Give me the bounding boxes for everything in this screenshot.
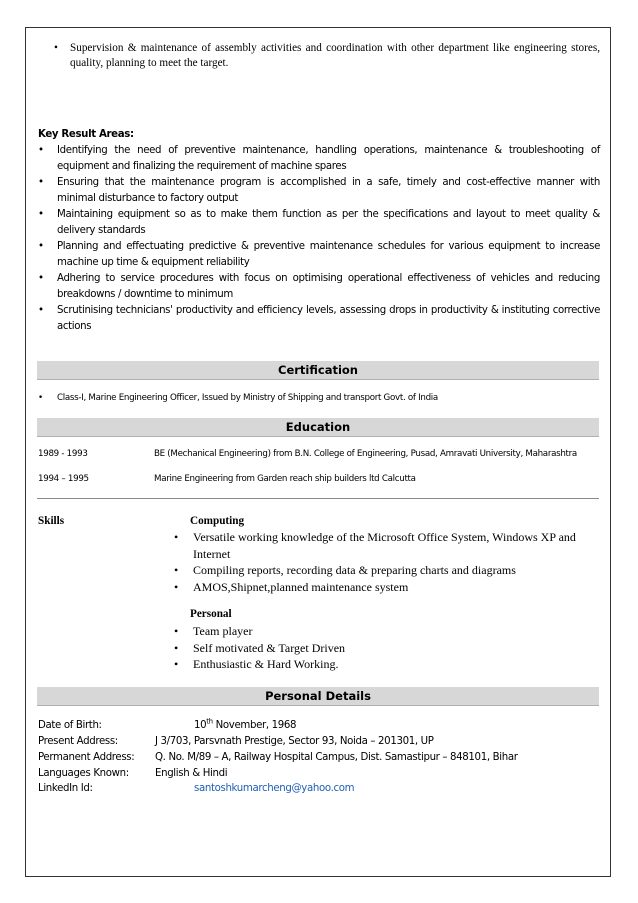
languages-label: Languages Known:: [38, 768, 129, 779]
permanent-address-value: Q. No. M/89 – A, Railway Hospital Campus, Dist. Samastipur – 848101, Bihar: [155, 752, 518, 763]
linkedin-label: LinkedIn Id:: [38, 783, 93, 794]
personal-item: • Enthusiastic & Hard Working.: [174, 657, 339, 671]
education-detail-2: Marine Engineering from Garden reach ship builders ltd Calcutta: [154, 474, 416, 484]
linkedin-link[interactable]: santoshkumarcheng@yahoo.com: [194, 783, 355, 794]
education-years-1: 1989 - 1993: [38, 449, 88, 459]
kra-item: • Identifying the need of preventive maintenance, handling operations, maintenance & troubleshooting of equipment and finalizing the requirement of machine spares: [38, 145, 600, 172]
personal-details-header: Personal Details: [37, 687, 599, 706]
bullet-icon: •: [174, 530, 179, 544]
supervision-bullet: • Supervision & maintenance of assembly activities and coordination with other department like engineering stores, quality, planning to meet the target.: [54, 42, 600, 69]
bullet-icon: •: [174, 624, 179, 638]
dob-label: Date of Birth:: [38, 720, 102, 731]
bullet-icon: •: [38, 145, 44, 156]
computing-heading: Computing: [190, 515, 245, 527]
skills-label: Skills: [38, 515, 65, 527]
bullet-icon: •: [38, 305, 44, 316]
bullet-icon: •: [38, 273, 44, 284]
bullet-icon: •: [174, 640, 179, 655]
bullet-icon: •: [174, 657, 179, 671]
computing-item: • Versatile working knowledge of the Microsoft Office System, Windows XP and Internet: [174, 530, 576, 561]
computing-list: [174, 529, 602, 595]
education-detail-1: BE (Mechanical Engineering) from B.N. College of Engineering, Pusad, Amravati University, Maharashtra: [154, 449, 577, 459]
computing-item: • AMOS,Shipnet,planned maintenance system: [174, 579, 409, 594]
bullet-icon: •: [38, 393, 43, 403]
personal-item: • Self motivated & Target Driven: [174, 640, 346, 655]
present-address-value: J 3/703, Parsvnath Prestige, Sector 93, Noida – 201301, UP: [155, 736, 434, 747]
bullet-icon: •: [38, 177, 44, 188]
kra-heading: Key Result Areas:: [38, 129, 134, 140]
personal-list: [174, 623, 602, 673]
kra-item: • Maintaining equipment so as to make them function as per the specifications and layout to meet quality & delivery standards: [38, 209, 600, 236]
education-divider: [37, 498, 599, 499]
certification-item: • Class-I, Marine Engineering Officer, Issued by Ministry of Shipping and transport Govt. of India: [38, 393, 438, 403]
bullet-icon: •: [54, 42, 58, 54]
kra-item: • Ensuring that the maintenance program is accomplished in a safe, timely and cost-effective manner with minimal disturbance to factory output: [38, 177, 600, 204]
kra-list: [38, 143, 600, 335]
present-address-label: Present Address:: [38, 736, 118, 747]
education-years-2: 1994 – 1995: [38, 474, 89, 484]
kra-item: • Adhering to service procedures with focus on optimising operational effectiveness of vehicles and reducing breakdowns / downtime to minimum: [38, 273, 600, 300]
education-header: Education: [37, 418, 599, 437]
certification-header: Certification: [37, 361, 599, 380]
permanent-address-label: Permanent Address:: [38, 752, 135, 763]
bullet-icon: •: [38, 241, 44, 252]
kra-item: • Planning and effectuating predictive & preventive maintenance schedules for various equipment to increase machine up time & equipment reliability: [38, 241, 600, 268]
bullet-icon: •: [174, 579, 179, 594]
bullet-icon: •: [174, 563, 179, 577]
dob-value: 10th November, 1968: [194, 717, 297, 731]
languages-value: English & Hindi: [155, 768, 228, 779]
bullet-icon: •: [38, 209, 44, 220]
computing-item: • Compiling reports, recording data & preparing charts and diagrams: [174, 563, 516, 577]
kra-item: • Scrutinising technicians' productivity and efficiency levels, assessing drops in productivity & instituting corrective actions: [38, 305, 600, 332]
personal-item: • Team player: [174, 624, 253, 638]
personal-heading: Personal: [190, 608, 232, 620]
